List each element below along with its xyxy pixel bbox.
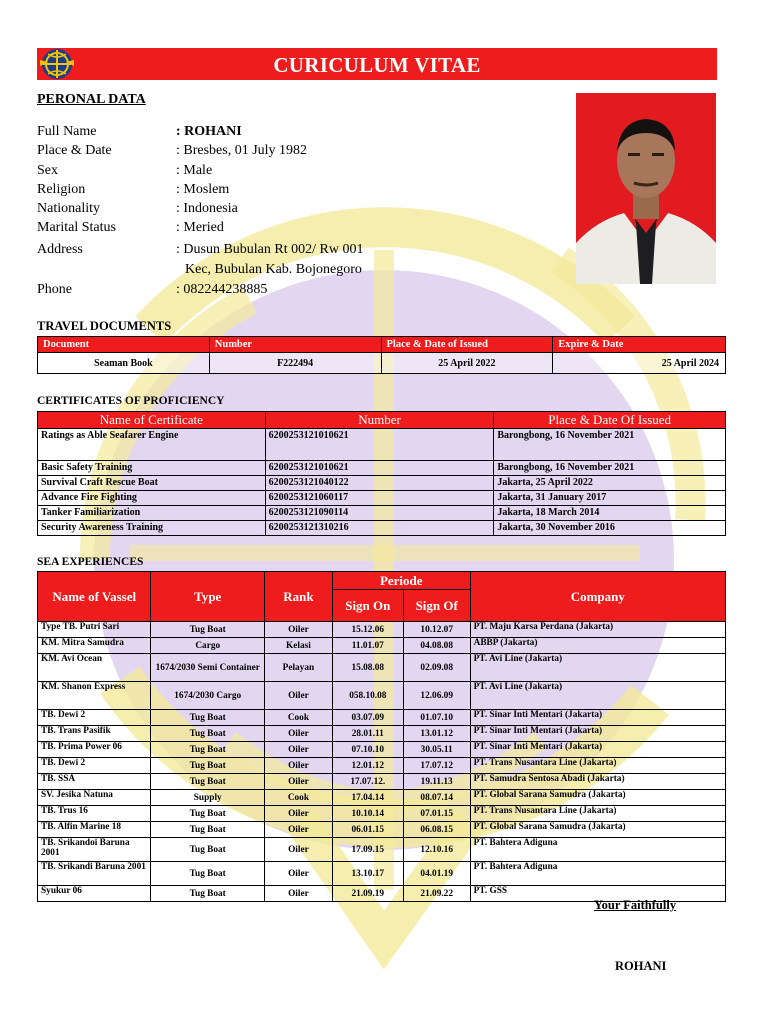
table-cell: Jakarta, 25 April 2022 xyxy=(494,476,726,491)
type-cell: 1674/2030 Semi Container xyxy=(151,654,264,682)
sign-of-cell: 02.09.08 xyxy=(403,654,470,682)
table-cell: Barongbong, 16 November 2021 xyxy=(494,429,726,461)
table-cell: 6200253121010621 xyxy=(265,461,494,476)
table-cell: Survival Craft Rescue Boat xyxy=(38,476,266,491)
table-row xyxy=(38,758,726,774)
sign-of-cell: 21.09.22 xyxy=(403,886,470,902)
company-cell: PT. Samudra Sentosa Abadi (Jakarta) xyxy=(470,774,725,790)
table-cell: Jakarta, 30 November 2016 xyxy=(494,521,726,536)
sign-on-cell: 13.10.17 xyxy=(332,862,403,886)
table-cell: Basic Safety Training xyxy=(38,461,266,476)
sign-on-cell: 10.10.14 xyxy=(332,806,403,822)
address-value-line1: : Dusun Bubulan Rt 002/ Rw 001 xyxy=(176,242,364,257)
type-cell: Tug Boat xyxy=(151,622,264,638)
table-cell: Jakarta, 18 March 2014 xyxy=(494,506,726,521)
table-row xyxy=(38,806,726,822)
table-cell: Seaman Book xyxy=(38,353,210,374)
page-title: CURICULUM VITAE xyxy=(273,53,481,77)
place-date-label: Place & Date xyxy=(37,143,112,158)
table-cell: 6200253121010621 xyxy=(265,429,494,461)
sign-of-cell: 07.01.15 xyxy=(403,806,470,822)
sign-on-cell: 058.10.08 xyxy=(332,682,403,710)
rank-cell: Cook xyxy=(264,710,332,726)
address-label: Address xyxy=(37,242,83,257)
sign-on-cell: 15.12.06 xyxy=(332,622,403,638)
portrait-photo xyxy=(576,93,716,284)
column-header: Place & Date of Issued xyxy=(381,337,553,353)
sign-on-cell: 17.04.14 xyxy=(332,790,403,806)
table-row xyxy=(38,774,726,790)
religion-label: Religion xyxy=(37,182,86,197)
table-cell: 25 April 2022 xyxy=(381,353,553,374)
company-cell: PT. Sinar Inti Mentari (Jakarta) xyxy=(470,742,725,758)
table-row xyxy=(38,742,726,758)
vessel-cell: SV. Jesika Natuna xyxy=(38,790,151,806)
company-cell: ABBP (Jakarta) xyxy=(470,638,725,654)
sex-label: Sex xyxy=(37,163,58,178)
table-row xyxy=(38,353,726,374)
rank-cell: Oiler xyxy=(264,726,332,742)
rank-cell: Oiler xyxy=(264,758,332,774)
sign-on-cell: 07.10.10 xyxy=(332,742,403,758)
vessel-cell: KM. Shanon Express xyxy=(38,682,151,710)
column-header-type: Type xyxy=(151,572,264,622)
sign-of-cell: 08.07.14 xyxy=(403,790,470,806)
table-row xyxy=(38,622,726,638)
personal-data-heading: PERONAL DATA xyxy=(37,92,146,107)
type-cell: Cargo xyxy=(151,638,264,654)
certificates-heading: CERTIFICATES OF PROFICIENCY xyxy=(37,395,225,407)
type-cell: Tug Boat xyxy=(151,886,264,902)
vessel-cell: TB. Alfin Marine 18 xyxy=(38,822,151,838)
rank-cell: Oiler xyxy=(264,682,332,710)
company-cell: PT. Global Sarana Samudra (Jakarta) xyxy=(470,822,725,838)
column-header: Place & Date Of Issued xyxy=(494,412,726,429)
vessel-cell: TB. Srikandi Baruna 2001 xyxy=(38,862,151,886)
type-cell: Tug Boat xyxy=(151,862,264,886)
sign-on-cell: 11.01.07 xyxy=(332,638,403,654)
table-cell: Ratings as Able Seafarer Engine xyxy=(38,429,266,461)
sign-of-cell: 01.07.10 xyxy=(403,710,470,726)
table-row xyxy=(38,476,726,491)
column-header: Document xyxy=(38,337,210,353)
company-cell: PT. Maju Karsa Perdana (Jakarta) xyxy=(470,622,725,638)
table-row xyxy=(38,638,726,654)
type-cell: Tug Boat xyxy=(151,806,264,822)
sex-value: : Male xyxy=(176,163,213,178)
travel-documents-table xyxy=(37,336,726,374)
full-name-label: Full Name xyxy=(37,124,97,139)
table-cell: Barongbong, 16 November 2021 xyxy=(494,461,726,476)
vessel-cell: KM. Avi Ocean xyxy=(38,654,151,682)
sign-on-cell: 03.07.09 xyxy=(332,710,403,726)
phone-value: : 082244238885 xyxy=(176,282,268,297)
full-name-value: : ROHANI xyxy=(176,124,242,139)
rank-cell: Oiler xyxy=(264,774,332,790)
table-row xyxy=(38,838,726,862)
table-cell: 6200253121060117 xyxy=(265,491,494,506)
vessel-cell: TB. Srikandoi Baruna 2001 xyxy=(38,838,151,862)
column-header-vessel: Name of Vassel xyxy=(38,572,151,622)
rank-cell: Kelasi xyxy=(264,638,332,654)
table-row xyxy=(38,491,726,506)
table-row xyxy=(38,862,726,886)
company-cell: PT. Avi Line (Jakarta) xyxy=(470,654,725,682)
table-header-row xyxy=(38,337,726,353)
company-cell: PT. Global Sarana Samudra (Jakarta) xyxy=(470,790,725,806)
company-cell: PT. Trans Nusantara Line (Jakarta) xyxy=(470,806,725,822)
religion-value: : Moslem xyxy=(176,182,230,197)
sign-of-cell: 12.06.09 xyxy=(403,682,470,710)
sign-on-cell: 17.07.12. xyxy=(332,774,403,790)
sign-on-cell: 12.01.12 xyxy=(332,758,403,774)
table-row xyxy=(38,654,726,682)
table-cell: Tanker Familiarization xyxy=(38,506,266,521)
sign-of-cell: 13.01.12 xyxy=(403,726,470,742)
phone-label: Phone xyxy=(37,282,72,297)
closing-text: Your Faithfully xyxy=(594,898,677,912)
type-cell: Tug Boat xyxy=(151,726,264,742)
vessel-cell: Syukur 06 xyxy=(38,886,151,902)
table-cell: 6200253121040122 xyxy=(265,476,494,491)
column-header-rank: Rank xyxy=(264,572,332,622)
title-bar xyxy=(37,48,717,80)
travel-documents-heading: TRAVEL DOCUMENTS xyxy=(37,319,172,333)
table-row xyxy=(38,682,726,710)
type-cell: Tug Boat xyxy=(151,774,264,790)
sea-experiences-heading: SEA EXPERIENCES xyxy=(37,556,144,568)
rank-cell: Oiler xyxy=(264,886,332,902)
certificates-table xyxy=(37,411,726,536)
sign-of-cell: 06.08.15 xyxy=(403,822,470,838)
column-header: Number xyxy=(209,337,381,353)
nationality-value: : Indonesia xyxy=(176,201,238,216)
marital-status-label: Marital Status xyxy=(37,220,116,235)
sign-on-cell: 06.01.15 xyxy=(332,822,403,838)
company-cell: PT. GSS xyxy=(470,886,725,902)
type-cell: Tug Boat xyxy=(151,822,264,838)
column-header-company: Company xyxy=(470,572,725,622)
vessel-cell: TB. Prima Power 06 xyxy=(38,742,151,758)
company-cell: PT. Trans Nusantara Line (Jakarta) xyxy=(470,758,725,774)
rank-cell: Oiler xyxy=(264,622,332,638)
sign-on-cell: 15.08.08 xyxy=(332,654,403,682)
signature-name: ROHANI xyxy=(615,959,667,973)
sign-of-cell: 19.11.13 xyxy=(403,774,470,790)
column-header-periode: Periode xyxy=(332,572,470,590)
rank-cell: Oiler xyxy=(264,806,332,822)
table-header-row xyxy=(38,412,726,429)
rank-cell: Oiler xyxy=(264,838,332,862)
rank-cell: Oiler xyxy=(264,822,332,838)
sign-on-cell: 17.09.15 xyxy=(332,838,403,862)
column-header: Name of Certificate xyxy=(38,412,266,429)
rank-cell: Oiler xyxy=(264,862,332,886)
column-header: Expire & Date xyxy=(553,337,726,353)
sign-of-cell: 04.01.19 xyxy=(403,862,470,886)
table-cell: 25 April 2024 xyxy=(553,353,726,374)
vessel-cell: Type TB. Putri Sari xyxy=(38,622,151,638)
sign-of-cell: 30.05.11 xyxy=(403,742,470,758)
sign-of-cell: 12.10.16 xyxy=(403,838,470,862)
table-cell: 6200253121090114 xyxy=(265,506,494,521)
vessel-cell: TB. Dewi 2 xyxy=(38,710,151,726)
marital-status-value: : Meried xyxy=(176,220,224,235)
sign-on-cell: 28.01.11 xyxy=(332,726,403,742)
vessel-cell: TB. Trans Pasifik xyxy=(38,726,151,742)
company-cell: PT. Bahtera Adiguna xyxy=(470,862,725,886)
sign-of-cell: 10.12.07 xyxy=(403,622,470,638)
table-cell: Jakarta, 31 January 2017 xyxy=(494,491,726,506)
table-cell: F222494 xyxy=(209,353,381,374)
sea-experiences-table xyxy=(37,571,726,902)
table-cell: 6200253121310216 xyxy=(265,521,494,536)
vessel-cell: TB. Dewi 2 xyxy=(38,758,151,774)
place-date-value: : Bresbes, 01 July 1982 xyxy=(176,143,308,158)
table-row xyxy=(38,506,726,521)
table-row xyxy=(38,726,726,742)
table-header-row xyxy=(38,572,726,590)
vessel-cell: TB. SSA xyxy=(38,774,151,790)
table-row xyxy=(38,521,726,536)
vessel-cell: TB. Trus 16 xyxy=(38,806,151,822)
sign-of-cell: 04.08.08 xyxy=(403,638,470,654)
address-value-line2: Kec, Bubulan Kab. Bojonegoro xyxy=(185,262,362,277)
column-header-sign-on: Sign On xyxy=(332,590,403,622)
vessel-cell: KM. Mitra Samudra xyxy=(38,638,151,654)
type-cell: Tug Boat xyxy=(151,838,264,862)
type-cell: Tug Boat xyxy=(151,742,264,758)
column-header: Number xyxy=(265,412,494,429)
rank-cell: Cook xyxy=(264,790,332,806)
type-cell: Tug Boat xyxy=(151,758,264,774)
type-cell: 1674/2030 Cargo xyxy=(151,682,264,710)
table-row xyxy=(38,429,726,461)
type-cell: Tug Boat xyxy=(151,710,264,726)
table-row xyxy=(38,822,726,838)
rank-cell: Oiler xyxy=(264,742,332,758)
nationality-label: Nationality xyxy=(37,201,100,216)
table-cell: Advance Fire Fighting xyxy=(38,491,266,506)
table-row xyxy=(38,461,726,476)
sea-experiences-body xyxy=(38,622,726,902)
company-cell: PT. Bahtera Adiguna xyxy=(470,838,725,862)
company-cell: PT. Avi Line (Jakarta) xyxy=(470,682,725,710)
sign-of-cell: 17.07.12 xyxy=(403,758,470,774)
rank-cell: Pelayan xyxy=(264,654,332,682)
table-cell: Security Awareness Training xyxy=(38,521,266,536)
company-cell: PT. Sinar Inti Mentari (Jakarta) xyxy=(470,726,725,742)
table-row xyxy=(38,790,726,806)
sign-on-cell: 21.09.19 xyxy=(332,886,403,902)
column-header-sign-of: Sign Of xyxy=(403,590,470,622)
table-row xyxy=(38,710,726,726)
company-cell: PT. Sinar Inti Mentari (Jakarta) xyxy=(470,710,725,726)
type-cell: Supply xyxy=(151,790,264,806)
ministry-emblem-icon xyxy=(38,46,76,82)
